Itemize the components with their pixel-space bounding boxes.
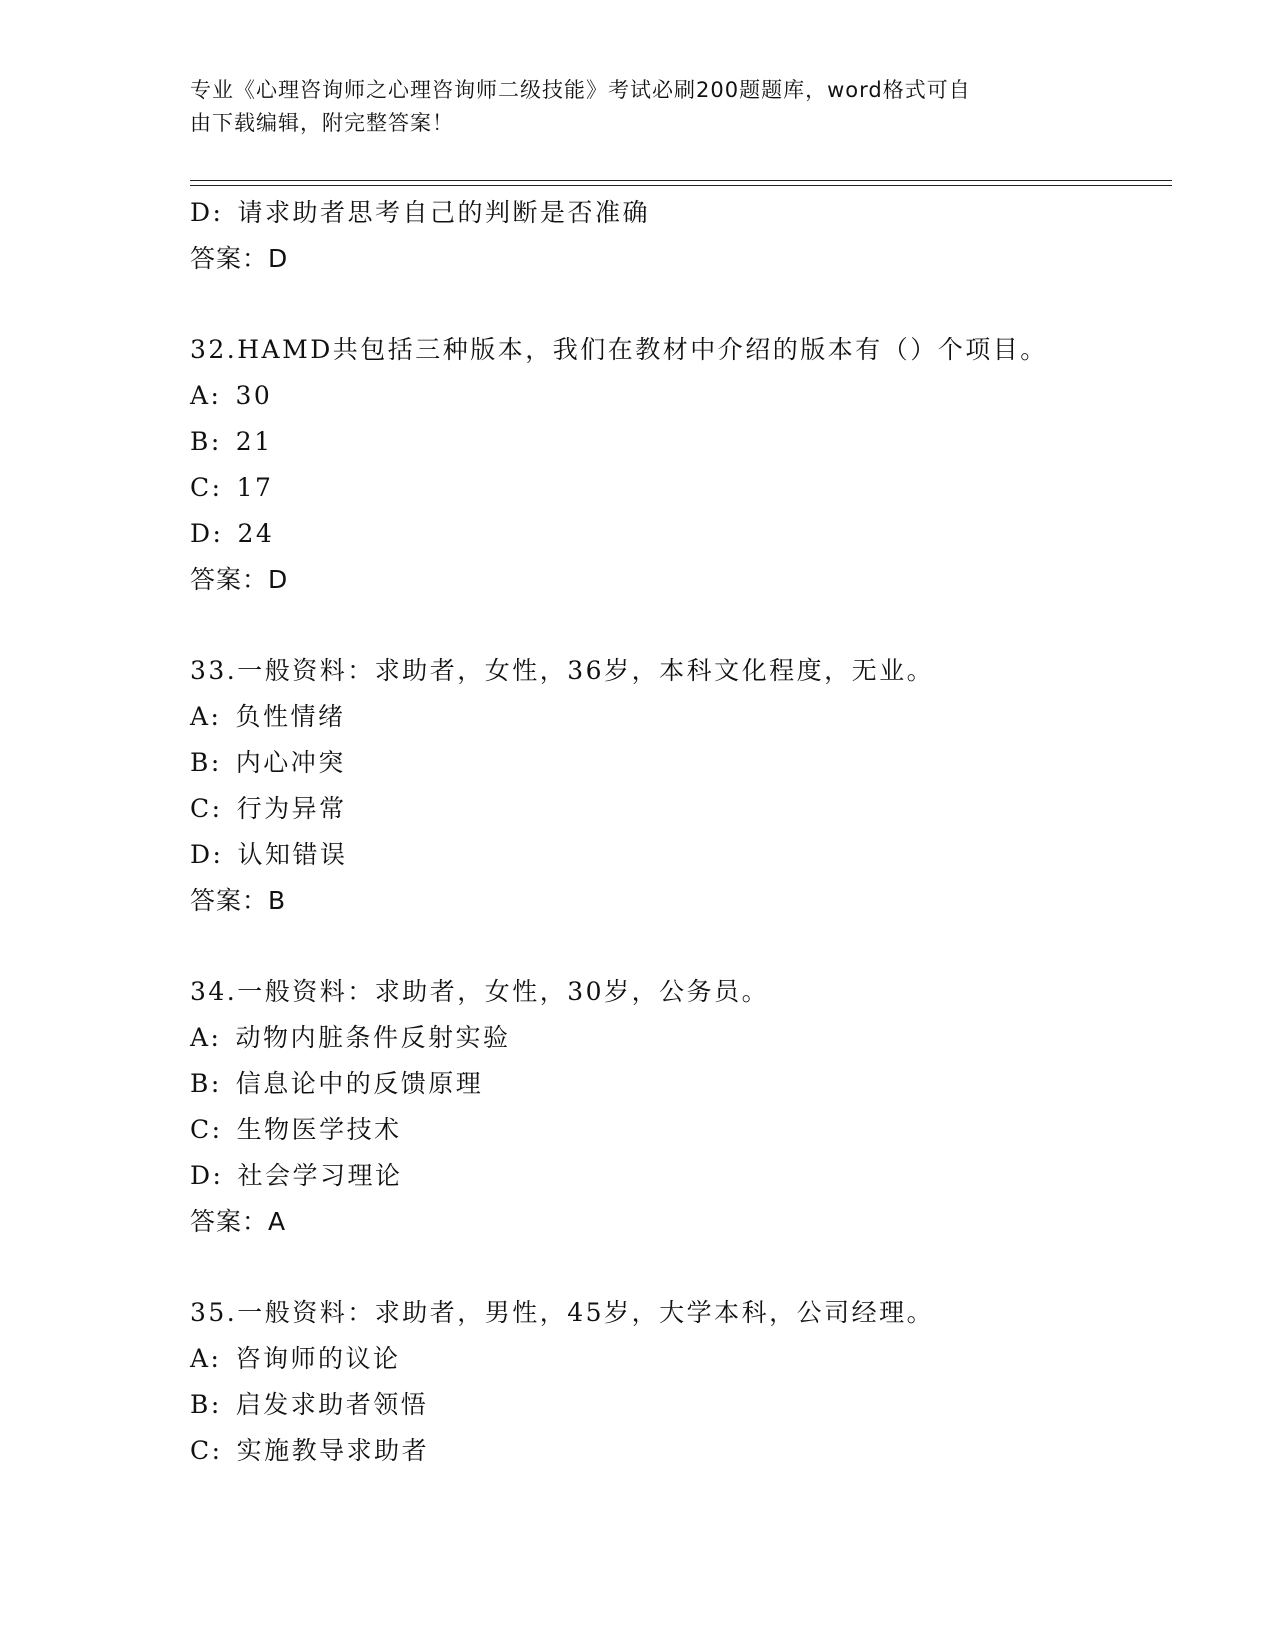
option-line bbox=[190, 1428, 1170, 1474]
option-text: 24 bbox=[237, 519, 275, 548]
option-key: C: bbox=[190, 1115, 223, 1144]
question-stem: 32.HAMD共包括三种版本，我们在教材中介绍的版本有（）个项目。 bbox=[190, 335, 1048, 364]
option-key: B: bbox=[190, 427, 222, 456]
header-line-2: 由下载编辑，附完整答案！ bbox=[190, 111, 454, 135]
option-line bbox=[190, 1061, 1170, 1107]
option-text: 动物内脏条件反射实验 bbox=[235, 1023, 511, 1052]
option-text: 信息论中的反馈原理 bbox=[235, 1069, 484, 1098]
option-text: 行为异常 bbox=[236, 794, 347, 823]
option-line bbox=[190, 740, 1170, 786]
option-line bbox=[190, 1153, 1170, 1199]
option-key: B: bbox=[190, 748, 222, 777]
option-key: B: bbox=[190, 1069, 222, 1098]
question-stem: 33.一般资料：求助者，女性，36岁，本科文化程度，无业。 bbox=[190, 656, 935, 685]
answer-line: 答案：D bbox=[190, 565, 289, 594]
option-line bbox=[190, 190, 1170, 236]
header-line-1: 专业《心理咨询师之心理咨询师二级技能》考试必刷200题题库，word格式可自 bbox=[190, 78, 971, 102]
answer-line: 答案：D bbox=[190, 244, 289, 273]
option-text: 实施教导求助者 bbox=[236, 1436, 430, 1465]
option-text: 内心冲突 bbox=[235, 748, 346, 777]
option-key: D: bbox=[190, 519, 224, 548]
option-line bbox=[190, 1336, 1170, 1382]
option-text: 社会学习理论 bbox=[237, 1161, 403, 1190]
header-rule-bottom bbox=[190, 185, 1172, 186]
option-key: A: bbox=[190, 1344, 222, 1373]
option-text: 认知错误 bbox=[237, 840, 348, 869]
option-line bbox=[190, 1015, 1170, 1061]
question-stem: 35.一般资料：求助者，男性，45岁，大学本科，公司经理。 bbox=[190, 1298, 935, 1327]
option-key: A: bbox=[190, 702, 222, 731]
option-key: B: bbox=[190, 1390, 222, 1419]
option-line bbox=[190, 373, 1170, 419]
option-key: D: bbox=[190, 840, 224, 869]
option-key: C: bbox=[190, 473, 223, 502]
option-line bbox=[190, 419, 1170, 465]
answer-line: 答案：A bbox=[190, 1207, 287, 1236]
document-header bbox=[190, 74, 1090, 140]
option-text: 启发求助者领悟 bbox=[235, 1390, 429, 1419]
option-key: A: bbox=[190, 381, 222, 410]
answer-line: 答案：B bbox=[190, 886, 287, 915]
option-line bbox=[190, 786, 1170, 832]
option-key: C: bbox=[190, 794, 223, 823]
option-key: A: bbox=[190, 1023, 222, 1052]
option-text: 17 bbox=[236, 473, 274, 502]
question-stem: 34.一般资料：求助者，女性，30岁，公务员。 bbox=[190, 977, 770, 1006]
option-text: 30 bbox=[235, 381, 273, 410]
option-line bbox=[190, 1382, 1170, 1428]
option-text: 请求助者思考自己的判断是否准确 bbox=[237, 198, 650, 227]
option-text: 负性情绪 bbox=[235, 702, 346, 731]
option-text: 咨询师的议论 bbox=[235, 1344, 401, 1373]
option-line bbox=[190, 1107, 1170, 1153]
option-key: C: bbox=[190, 1436, 223, 1465]
option-key: D: bbox=[190, 1161, 224, 1190]
option-key: D: bbox=[190, 198, 224, 227]
option-text: 21 bbox=[235, 427, 273, 456]
header-rule-top bbox=[190, 180, 1172, 181]
option-line bbox=[190, 465, 1170, 511]
option-text: 生物医学技术 bbox=[236, 1115, 402, 1144]
question-list bbox=[190, 190, 1170, 1474]
option-line bbox=[190, 511, 1170, 557]
option-line bbox=[190, 694, 1170, 740]
option-line bbox=[190, 832, 1170, 878]
